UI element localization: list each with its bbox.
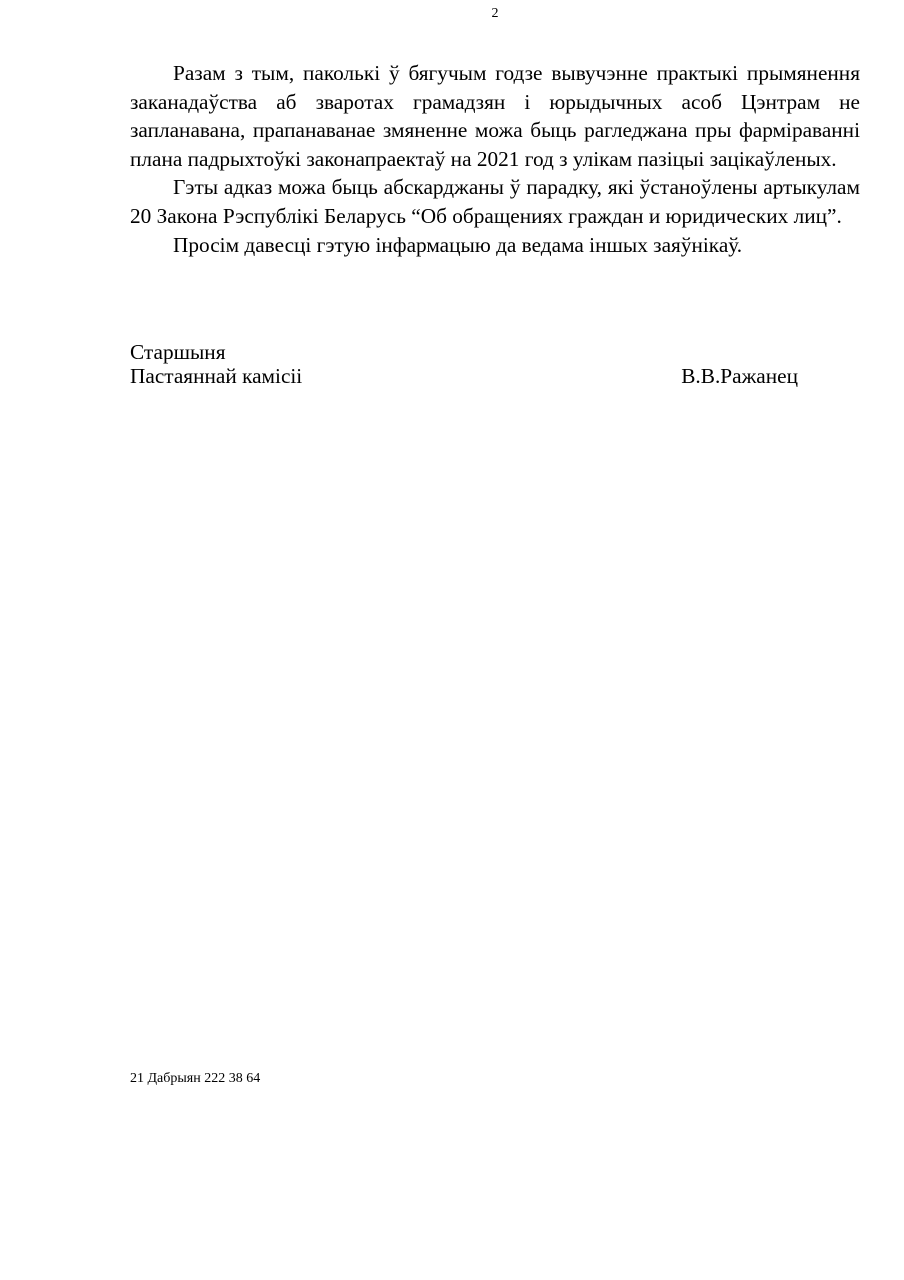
signature-block: [130, 340, 798, 388]
signatory-position-line1: Старшыня: [130, 340, 226, 364]
paragraph-plan-note: Разам з тым, паколькі ў бягучым годзе вывучэнне практыкі прымянення заканадаўства аб зваротах грамадзян і юрыдычных асоб Цэнтрам не запланавана, прапанаванае змяненне можа быць рагледжана пры фарміраванні плана падрыхтоўкі законапраектаў на 2021 год з улікам пазіцыі зацікаўленых.: [130, 61, 860, 171]
paragraph-inform-request: Просім давесці гэтую інфармацыю да ведама іншых заяўнікаў.: [173, 232, 743, 257]
page-number: 2: [491, 6, 499, 21]
letter-body: [130, 59, 860, 259]
signature-row: [130, 364, 798, 388]
executor-contact-note: 21 Дабрыян 222 38 64: [130, 1071, 261, 1086]
signatory-name: В.В.Ражанец: [681, 364, 798, 388]
signatory-position-line2: Пастаяннай камісіі: [130, 364, 303, 388]
paragraph-appeal-right: Гэты адказ можа быць абскарджаны ў парадку, які ўстаноўлены артыкулам 20 Закона Рэспублікі Беларусь “Об обращениях граждан и юридических лиц”.: [130, 175, 860, 228]
